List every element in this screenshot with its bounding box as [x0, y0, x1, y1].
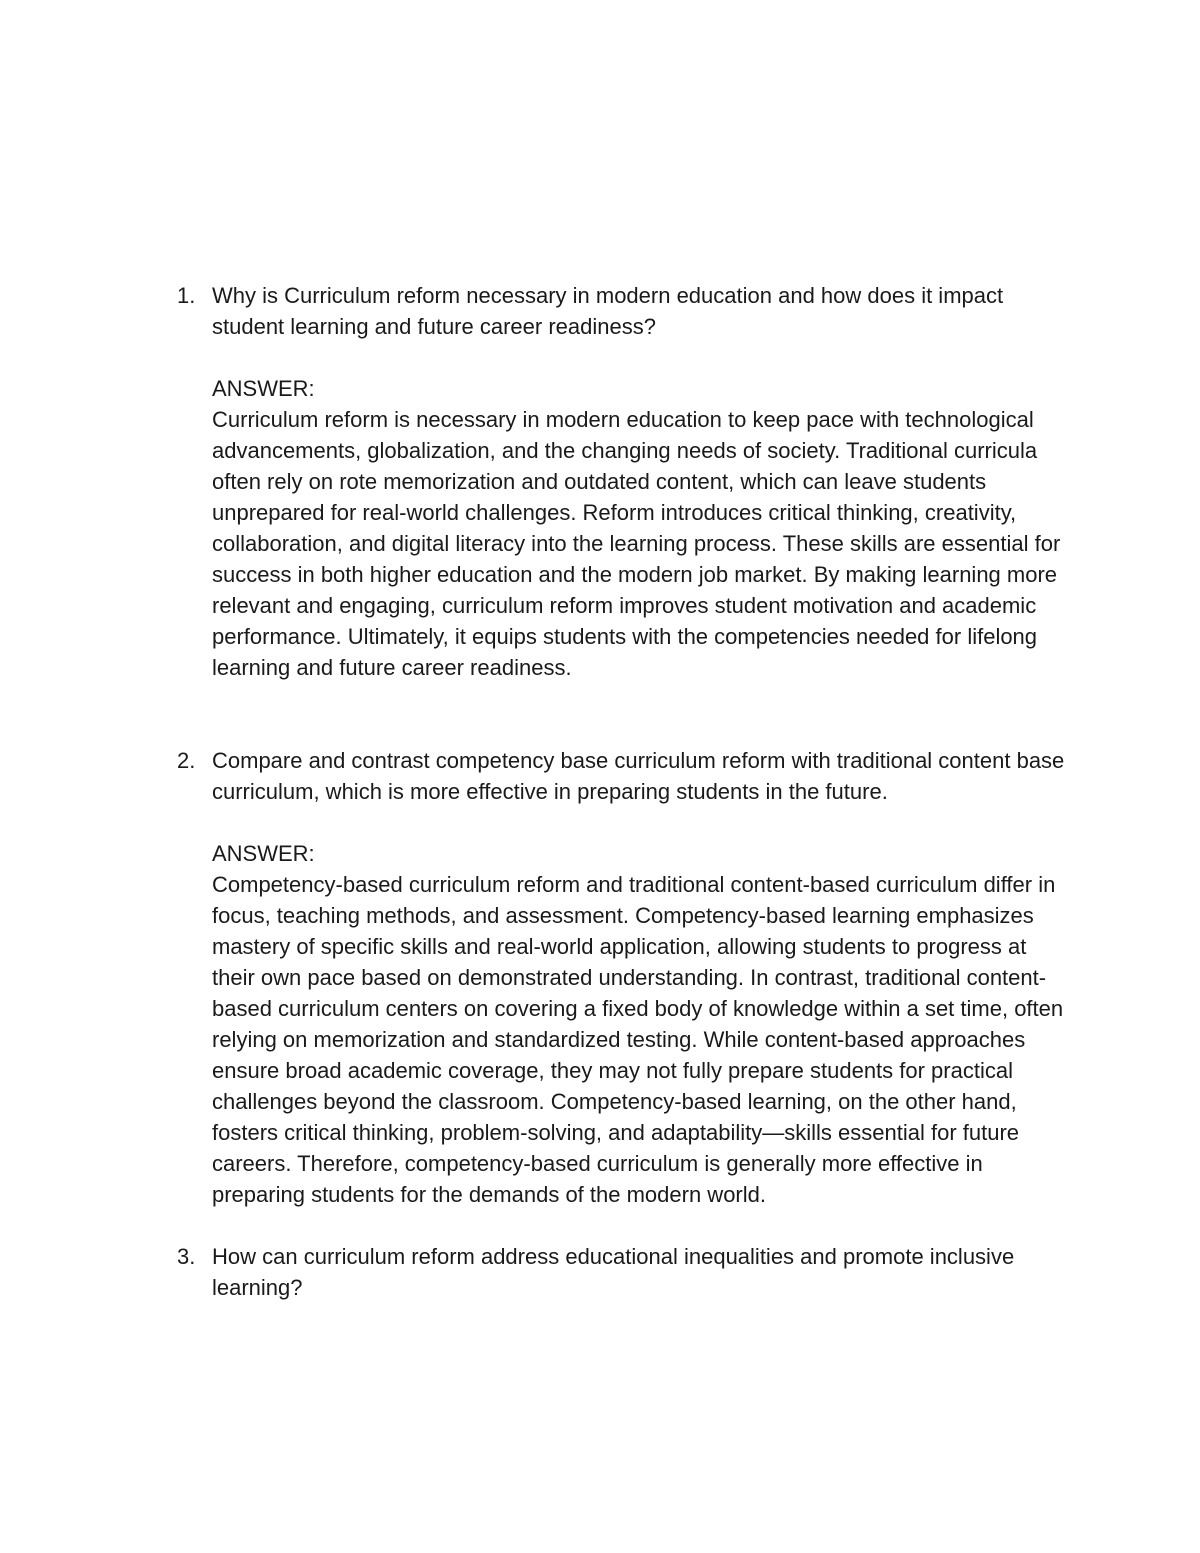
answer-label: ANSWER:	[212, 376, 315, 401]
question-item-3	[173, 1241, 1073, 1303]
question-text: Why is Curriculum reform necessary in modern education and how does it impact student learning and future career readiness?	[212, 283, 1004, 339]
question-text: Compare and contrast competency base curriculum reform with traditional content base curriculum, which is more effective in preparing students in the future.	[212, 748, 1065, 804]
question-number: 1.	[177, 283, 196, 308]
answer-text: Curriculum reform is necessary in modern education to keep pace with technological advancements, globalization, and the changing needs of society. Traditional curricula often rely on rote memorization and outdated content, which can leave students unprepared for real-world challenges. Reform introduces critical thinking, creativity, collaboration, and digital literacy into the learning process. These skills are essential for success in both higher education and the modern job market. By making learning more relevant and engaging, curriculum reform improves student motivation and academic performance. Ultimately, it equips students with the competencies needed for lifelong learning and future career readiness.	[212, 407, 1061, 680]
question-number: 3.	[177, 1244, 196, 1269]
answer-text: Competency-based curriculum reform and traditional content-based curriculum differ in focus, teaching methods, and assessment. Competency-based learning emphasizes mastery of specific skills and real-world application, allowing students to progress at their own pace based on demonstrated understanding. In contrast, traditional content-based curriculum centers on covering a fixed body of knowledge within a set time, often relying on memorization and standardized testing. While content-based approaches ensure broad academic coverage, they may not fully prepare students for practical challenges beyond the classroom. Competency-based learning, on the other hand, fosters critical thinking, problem-solving, and adaptability—skills essential for future careers. Therefore, competency-based curriculum is generally more effective in preparing students for the demands of the modern world.	[212, 872, 1064, 1207]
question-text: How can curriculum reform address educational inequalities and promote inclusive learning?	[212, 1244, 1015, 1300]
question-item-1	[173, 280, 1073, 683]
answer-label: ANSWER:	[212, 841, 315, 866]
question-number: 2.	[177, 748, 196, 773]
question-item-2	[173, 745, 1073, 1210]
question-list	[173, 280, 1073, 1303]
